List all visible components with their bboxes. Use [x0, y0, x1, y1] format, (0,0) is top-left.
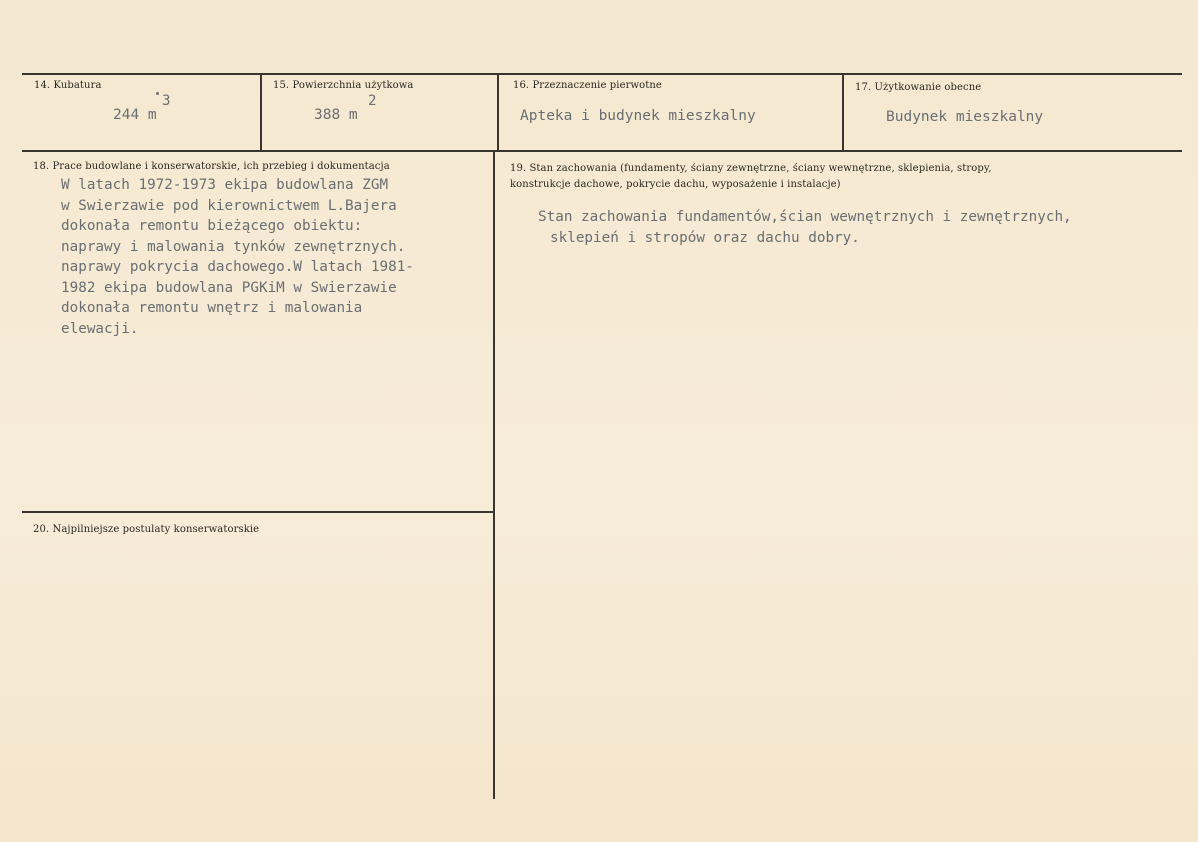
text-line: Stan zachowania fundamentów,ścian wewnętrznych i zewnętrznych,	[538, 209, 1072, 225]
field-16-value: Apteka i budynek mieszkalny	[520, 108, 756, 124]
text-line: w Swierzawie pod kierownictwem L.Bajera	[61, 197, 397, 214]
field-15-value: 388 m	[314, 107, 358, 123]
field-19-label-line2: konstrukcje dachowe, pokrycie dachu, wyposażenie i instalacje)	[510, 179, 841, 190]
text-line: dokonała remontu wnętrz i malowania	[61, 300, 363, 316]
header-row-bottom-rule	[22, 150, 1182, 152]
text-line: W latach 1972-1973 ekipa budowlana ZGM	[61, 177, 389, 193]
field-18-label: 18. Prace budowlane i konserwatorskie, ich przebieg i dokumentacja	[33, 161, 390, 172]
field-18-text	[61, 175, 414, 339]
text-line: naprawy pokrycia dachowego.W latach 1981-	[61, 259, 414, 275]
text-line: naprawy i malowania tynków zewnętrznych.	[61, 238, 406, 255]
field-16-label: 16. Przeznaczenie pierwotne	[513, 80, 662, 91]
divider-14-15	[260, 73, 262, 152]
divider-16-17	[842, 73, 844, 152]
divider-18-19	[493, 150, 495, 799]
field-15-exponent: 2	[368, 93, 377, 109]
text-line: elewacji.	[61, 320, 139, 337]
field-14-label: 14. Kubatura	[34, 80, 102, 91]
field-19-text	[538, 207, 1072, 248]
ink-dot	[156, 92, 159, 95]
field-15-label: 15. Powierzchnia użytkowa	[273, 80, 414, 91]
field-20-label: 20. Najpilniejsze postulaty konserwatorskie	[33, 524, 260, 535]
divider-15-16	[497, 73, 499, 152]
field-19-label-line1: 19. Stan zachowania (fundamenty, ściany zewnętrzne, ściany wewnętrzne, sklepienia, stropy,	[510, 163, 992, 174]
top-rule	[22, 73, 1182, 75]
field-17-value: Budynek mieszkalny	[886, 109, 1044, 125]
field-14-value: 244 m	[113, 107, 157, 123]
text-line: sklepień i stropów oraz dachu dobry.	[550, 229, 860, 246]
field-17-label: 17. Użytkowanie obecne	[855, 82, 982, 93]
text-line: 1982 ekipa budowlana PGKiM w Swierzawie	[61, 279, 397, 296]
divider-18-20	[22, 511, 494, 513]
text-line: dokonała remontu bieżącego obiektu:	[61, 218, 363, 234]
field-14-exponent: 3	[162, 93, 171, 109]
